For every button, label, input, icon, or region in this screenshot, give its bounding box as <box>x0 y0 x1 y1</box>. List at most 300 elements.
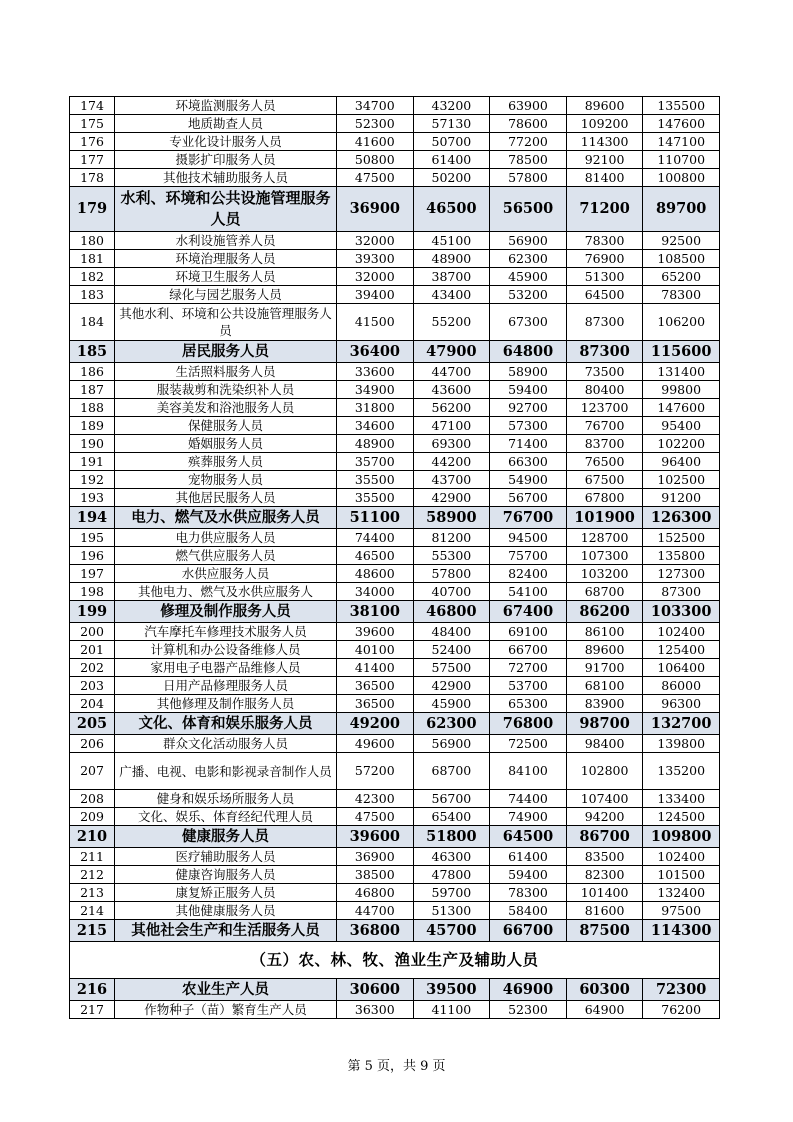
occupation-name: 健康服务人员 <box>115 826 337 848</box>
row-index: 215 <box>70 920 115 942</box>
table-row <box>70 547 720 565</box>
wage-p25: 55300 <box>413 547 490 565</box>
wage-p25: 40700 <box>413 583 490 601</box>
occupation-name: 居民服务人员 <box>115 341 337 363</box>
wage-p25: 44700 <box>413 363 490 381</box>
occupation-name: 其他健康服务人员 <box>115 902 337 920</box>
wage-p90: 65200 <box>643 268 720 286</box>
table-row <box>70 133 720 151</box>
wage-p25: 56200 <box>413 399 490 417</box>
wage-p25: 45900 <box>413 695 490 713</box>
wage-p75: 123700 <box>566 399 643 417</box>
table-row <box>70 735 720 753</box>
wage-p10: 41600 <box>337 133 414 151</box>
wage-p90: 95400 <box>643 417 720 435</box>
wage-p10: 48600 <box>337 565 414 583</box>
wage-p50: 67400 <box>490 601 567 623</box>
wage-p90: 115600 <box>643 341 720 363</box>
table-row <box>70 677 720 695</box>
wage-p25: 51300 <box>413 902 490 920</box>
wage-p75: 83900 <box>566 695 643 713</box>
wage-p25: 56700 <box>413 790 490 808</box>
occupation-name: 日用产品修理服务人员 <box>115 677 337 695</box>
category-row <box>70 713 720 735</box>
wage-p90: 147600 <box>643 399 720 417</box>
row-index: 217 <box>70 1001 115 1019</box>
row-index: 216 <box>70 979 115 1001</box>
row-index: 198 <box>70 583 115 601</box>
table-row <box>70 435 720 453</box>
wage-p10: 39600 <box>337 623 414 641</box>
wage-p75: 51300 <box>566 268 643 286</box>
wage-p75: 107400 <box>566 790 643 808</box>
wage-p10: 40100 <box>337 641 414 659</box>
wage-p25: 62300 <box>413 713 490 735</box>
occupation-name: 殡葬服务人员 <box>115 453 337 471</box>
category-row <box>70 507 720 529</box>
wage-p25: 48400 <box>413 623 490 641</box>
row-index: 190 <box>70 435 115 453</box>
wage-p25: 51800 <box>413 826 490 848</box>
wage-p50: 66300 <box>490 453 567 471</box>
category-row <box>70 979 720 1001</box>
wage-p50: 94500 <box>490 529 567 547</box>
wage-p25: 46300 <box>413 848 490 866</box>
wage-p90: 91200 <box>643 489 720 507</box>
wage-p25: 44200 <box>413 453 490 471</box>
row-index: 192 <box>70 471 115 489</box>
wage-p50: 53200 <box>490 286 567 304</box>
table-row <box>70 790 720 808</box>
wage-p50: 57800 <box>490 169 567 187</box>
row-index: 206 <box>70 735 115 753</box>
table-row <box>70 286 720 304</box>
wage-p50: 78500 <box>490 151 567 169</box>
row-index: 189 <box>70 417 115 435</box>
page-number: 第 5 页，共 9 页 <box>347 1059 446 1074</box>
wage-p10: 36500 <box>337 695 414 713</box>
wage-p25: 42900 <box>413 489 490 507</box>
wage-p50: 46900 <box>490 979 567 1001</box>
occupation-name: 摄影扩印服务人员 <box>115 151 337 169</box>
wage-p90: 114300 <box>643 920 720 942</box>
wage-p25: 57800 <box>413 565 490 583</box>
wage-p90: 92500 <box>643 232 720 250</box>
wage-p25: 48900 <box>413 250 490 268</box>
wage-p25: 57500 <box>413 659 490 677</box>
wage-p25: 50200 <box>413 169 490 187</box>
category-row <box>70 601 720 623</box>
wage-p75: 83700 <box>566 435 643 453</box>
table-row <box>70 417 720 435</box>
wage-p90: 78300 <box>643 286 720 304</box>
row-index: 214 <box>70 902 115 920</box>
occupation-name: 其他电力、燃气及水供应服务人 <box>115 583 337 601</box>
wage-p75: 76500 <box>566 453 643 471</box>
occupation-name: 其他技术辅助服务人员 <box>115 169 337 187</box>
wage-p75: 101900 <box>566 507 643 529</box>
occupation-name: 其他水利、环境和公共设施管理服务人员 <box>115 304 337 341</box>
wage-p50: 78600 <box>490 115 567 133</box>
wage-p75: 68100 <box>566 677 643 695</box>
wage-p75: 109200 <box>566 115 643 133</box>
wage-p75: 89600 <box>566 641 643 659</box>
wage-p10: 47500 <box>337 169 414 187</box>
table-row <box>70 399 720 417</box>
table-row <box>70 808 720 826</box>
wage-p10: 41500 <box>337 304 414 341</box>
wage-p50: 62300 <box>490 250 567 268</box>
wage-p75: 86100 <box>566 623 643 641</box>
wage-p25: 41100 <box>413 1001 490 1019</box>
occupation-name: 生活照料服务人员 <box>115 363 337 381</box>
wage-p25: 39500 <box>413 979 490 1001</box>
table-row <box>70 363 720 381</box>
table-row <box>70 848 720 866</box>
wage-p75: 78300 <box>566 232 643 250</box>
wage-p10: 44700 <box>337 902 414 920</box>
occupation-name: 环境监测服务人员 <box>115 97 337 115</box>
table-row <box>70 268 720 286</box>
table-row <box>70 489 720 507</box>
row-index: 204 <box>70 695 115 713</box>
wage-p50: 74900 <box>490 808 567 826</box>
category-row <box>70 187 720 232</box>
wage-p10: 39400 <box>337 286 414 304</box>
wage-table <box>69 96 720 1019</box>
wage-p50: 56500 <box>490 187 567 232</box>
occupation-name: 群众文化活动服务人员 <box>115 735 337 753</box>
table-row <box>70 659 720 677</box>
row-index: 177 <box>70 151 115 169</box>
wage-p75: 89600 <box>566 97 643 115</box>
wage-p10: 39600 <box>337 826 414 848</box>
wage-p90: 102200 <box>643 435 720 453</box>
wage-p90: 76200 <box>643 1001 720 1019</box>
wage-p10: 52300 <box>337 115 414 133</box>
table-row <box>70 381 720 399</box>
wage-p25: 45100 <box>413 232 490 250</box>
wage-p10: 34700 <box>337 97 414 115</box>
wage-p25: 42900 <box>413 677 490 695</box>
wage-p90: 110700 <box>643 151 720 169</box>
wage-p75: 114300 <box>566 133 643 151</box>
wage-p10: 36400 <box>337 341 414 363</box>
wage-p25: 46500 <box>413 187 490 232</box>
row-index: 185 <box>70 341 115 363</box>
wage-p10: 35500 <box>337 471 414 489</box>
wage-p25: 47800 <box>413 866 490 884</box>
row-index: 184 <box>70 304 115 341</box>
occupation-name: 环境治理服务人员 <box>115 250 337 268</box>
table-row <box>70 902 720 920</box>
wage-p90: 102400 <box>643 623 720 641</box>
wage-p50: 64500 <box>490 826 567 848</box>
wage-p90: 99800 <box>643 381 720 399</box>
wage-p10: 30600 <box>337 979 414 1001</box>
wage-p50: 63900 <box>490 97 567 115</box>
wage-p10: 48900 <box>337 435 414 453</box>
wage-p10: 74400 <box>337 529 414 547</box>
row-index: 174 <box>70 97 115 115</box>
occupation-name: 健康咨询服务人员 <box>115 866 337 884</box>
occupation-name: 作物种子（苗）繁育生产人员 <box>115 1001 337 1019</box>
wage-p90: 139800 <box>643 735 720 753</box>
wage-p75: 68700 <box>566 583 643 601</box>
wage-p10: 36800 <box>337 920 414 942</box>
wage-p90: 132700 <box>643 713 720 735</box>
section-title: （五）农、林、牧、渔业生产及辅助人员 <box>70 942 720 979</box>
row-index: 200 <box>70 623 115 641</box>
occupation-name: 水利设施管养人员 <box>115 232 337 250</box>
occupation-name: 广播、电视、电影和影视录音制作人员 <box>115 753 337 790</box>
wage-p75: 80400 <box>566 381 643 399</box>
wage-p25: 55200 <box>413 304 490 341</box>
row-index: 195 <box>70 529 115 547</box>
wage-p50: 78300 <box>490 884 567 902</box>
table-row <box>70 453 720 471</box>
section-header-row <box>70 942 720 979</box>
occupation-name: 其他修理及制作服务人员 <box>115 695 337 713</box>
wage-p10: 31800 <box>337 399 414 417</box>
wage-p90: 72300 <box>643 979 720 1001</box>
occupation-name: 健身和娱乐场所服务人员 <box>115 790 337 808</box>
occupation-name: 燃气供应服务人员 <box>115 547 337 565</box>
occupation-name: 宠物服务人员 <box>115 471 337 489</box>
wage-p25: 61400 <box>413 151 490 169</box>
occupation-name: 修理及制作服务人员 <box>115 601 337 623</box>
occupation-name: 计算机和办公设备维修人员 <box>115 641 337 659</box>
wage-p90: 126300 <box>643 507 720 529</box>
row-index: 207 <box>70 753 115 790</box>
wage-p75: 60300 <box>566 979 643 1001</box>
wage-p90: 103300 <box>643 601 720 623</box>
occupation-name: 水利、环境和公共设施管理服务人员 <box>115 187 337 232</box>
wage-p50: 74400 <box>490 790 567 808</box>
wage-p50: 69100 <box>490 623 567 641</box>
wage-p90: 102400 <box>643 848 720 866</box>
wage-p75: 107300 <box>566 547 643 565</box>
wage-p90: 86000 <box>643 677 720 695</box>
wage-p90: 124500 <box>643 808 720 826</box>
row-index: 213 <box>70 884 115 902</box>
row-index: 187 <box>70 381 115 399</box>
occupation-name: 环境卫生服务人员 <box>115 268 337 286</box>
wage-p75: 101400 <box>566 884 643 902</box>
wage-p50: 64800 <box>490 341 567 363</box>
table-row <box>70 169 720 187</box>
wage-p90: 101500 <box>643 866 720 884</box>
wage-p25: 59700 <box>413 884 490 902</box>
wage-p25: 50700 <box>413 133 490 151</box>
wage-p10: 49200 <box>337 713 414 735</box>
wage-p10: 39300 <box>337 250 414 268</box>
occupation-name: 婚姻服务人员 <box>115 435 337 453</box>
occupation-name: 医疗辅助服务人员 <box>115 848 337 866</box>
wage-p25: 38700 <box>413 268 490 286</box>
wage-p90: 100800 <box>643 169 720 187</box>
occupation-name: 专业化设计服务人员 <box>115 133 337 151</box>
wage-p75: 71200 <box>566 187 643 232</box>
occupation-name: 保健服务人员 <box>115 417 337 435</box>
row-index: 191 <box>70 453 115 471</box>
wage-p75: 86700 <box>566 826 643 848</box>
wage-p50: 66700 <box>490 641 567 659</box>
wage-p50: 58900 <box>490 363 567 381</box>
wage-p75: 92100 <box>566 151 643 169</box>
wage-p10: 35700 <box>337 453 414 471</box>
occupation-name: 其他居民服务人员 <box>115 489 337 507</box>
wage-p90: 127300 <box>643 565 720 583</box>
occupation-name: 农业生产人员 <box>115 979 337 1001</box>
table-row <box>70 232 720 250</box>
wage-p25: 69300 <box>413 435 490 453</box>
wage-p75: 81600 <box>566 902 643 920</box>
row-index: 197 <box>70 565 115 583</box>
wage-p25: 65400 <box>413 808 490 826</box>
occupation-name: 文化、娱乐、体育经纪代理人员 <box>115 808 337 826</box>
wage-p10: 50800 <box>337 151 414 169</box>
wage-p75: 94200 <box>566 808 643 826</box>
wage-p75: 67800 <box>566 489 643 507</box>
category-row <box>70 341 720 363</box>
wage-p90: 135800 <box>643 547 720 565</box>
occupation-name: 地质勘查人员 <box>115 115 337 133</box>
row-index: 203 <box>70 677 115 695</box>
wage-p25: 43200 <box>413 97 490 115</box>
wage-p10: 38100 <box>337 601 414 623</box>
wage-p90: 87300 <box>643 583 720 601</box>
row-index: 180 <box>70 232 115 250</box>
wage-p50: 59400 <box>490 866 567 884</box>
occupation-name: 水供应服务人员 <box>115 565 337 583</box>
table-row <box>70 866 720 884</box>
wage-p75: 83500 <box>566 848 643 866</box>
row-index: 179 <box>70 187 115 232</box>
wage-p90: 106200 <box>643 304 720 341</box>
wage-p50: 57300 <box>490 417 567 435</box>
wage-p10: 36900 <box>337 187 414 232</box>
wage-p50: 59400 <box>490 381 567 399</box>
wage-p10: 42300 <box>337 790 414 808</box>
row-index: 202 <box>70 659 115 677</box>
wage-p90: 147100 <box>643 133 720 151</box>
wage-p25: 57130 <box>413 115 490 133</box>
table-row <box>70 529 720 547</box>
table-row <box>70 115 720 133</box>
wage-p90: 109800 <box>643 826 720 848</box>
wage-p90: 135500 <box>643 97 720 115</box>
wage-p25: 56900 <box>413 735 490 753</box>
wage-p50: 67300 <box>490 304 567 341</box>
wage-p50: 71400 <box>490 435 567 453</box>
wage-p90: 132400 <box>643 884 720 902</box>
wage-p25: 47100 <box>413 417 490 435</box>
wage-p10: 32000 <box>337 232 414 250</box>
row-index: 209 <box>70 808 115 826</box>
wage-p10: 36500 <box>337 677 414 695</box>
row-index: 196 <box>70 547 115 565</box>
wage-p25: 81200 <box>413 529 490 547</box>
wage-p10: 36300 <box>337 1001 414 1019</box>
wage-p75: 64500 <box>566 286 643 304</box>
wage-p10: 46800 <box>337 884 414 902</box>
row-index: 175 <box>70 115 115 133</box>
wage-p75: 73500 <box>566 363 643 381</box>
wage-p50: 53700 <box>490 677 567 695</box>
wage-p75: 67500 <box>566 471 643 489</box>
occupation-name: 文化、体育和娱乐服务人员 <box>115 713 337 735</box>
wage-p90: 97500 <box>643 902 720 920</box>
wage-p90: 152500 <box>643 529 720 547</box>
wage-p50: 56700 <box>490 489 567 507</box>
wage-p75: 87500 <box>566 920 643 942</box>
wage-p10: 38500 <box>337 866 414 884</box>
wage-p90: 133400 <box>643 790 720 808</box>
wage-p25: 58900 <box>413 507 490 529</box>
wage-p75: 128700 <box>566 529 643 547</box>
table-row <box>70 695 720 713</box>
wage-p50: 45900 <box>490 268 567 286</box>
wage-p10: 57200 <box>337 753 414 790</box>
wage-p75: 64900 <box>566 1001 643 1019</box>
wage-p50: 72500 <box>490 735 567 753</box>
row-index: 201 <box>70 641 115 659</box>
wage-p10: 33600 <box>337 363 414 381</box>
wage-p50: 77200 <box>490 133 567 151</box>
wage-p25: 43700 <box>413 471 490 489</box>
occupation-name: 服装裁剪和洗染织补人员 <box>115 381 337 399</box>
table-body <box>70 97 720 1019</box>
wage-p10: 36900 <box>337 848 414 866</box>
wage-p90: 108500 <box>643 250 720 268</box>
wage-p50: 76700 <box>490 507 567 529</box>
table-row <box>70 97 720 115</box>
wage-p75: 76900 <box>566 250 643 268</box>
row-index: 199 <box>70 601 115 623</box>
wage-p50: 92700 <box>490 399 567 417</box>
wage-p50: 84100 <box>490 753 567 790</box>
occupation-name: 汽车摩托车修理技术服务人员 <box>115 623 337 641</box>
wage-p90: 96300 <box>643 695 720 713</box>
wage-p50: 82400 <box>490 565 567 583</box>
row-index: 205 <box>70 713 115 735</box>
wage-p10: 34900 <box>337 381 414 399</box>
wage-p50: 76800 <box>490 713 567 735</box>
wage-p25: 43400 <box>413 286 490 304</box>
occupation-name: 美容美发和浴池服务人员 <box>115 399 337 417</box>
wage-p75: 86200 <box>566 601 643 623</box>
table-row <box>70 641 720 659</box>
wage-p10: 47500 <box>337 808 414 826</box>
row-index: 194 <box>70 507 115 529</box>
category-row <box>70 920 720 942</box>
row-index: 210 <box>70 826 115 848</box>
wage-p10: 46500 <box>337 547 414 565</box>
row-index: 176 <box>70 133 115 151</box>
row-index: 178 <box>70 169 115 187</box>
wage-p50: 65300 <box>490 695 567 713</box>
wage-p50: 56900 <box>490 232 567 250</box>
row-index: 208 <box>70 790 115 808</box>
wage-p25: 68700 <box>413 753 490 790</box>
wage-p50: 66700 <box>490 920 567 942</box>
wage-p10: 51100 <box>337 507 414 529</box>
table-row <box>70 250 720 268</box>
table-row <box>70 151 720 169</box>
table-row <box>70 623 720 641</box>
wage-p50: 54900 <box>490 471 567 489</box>
